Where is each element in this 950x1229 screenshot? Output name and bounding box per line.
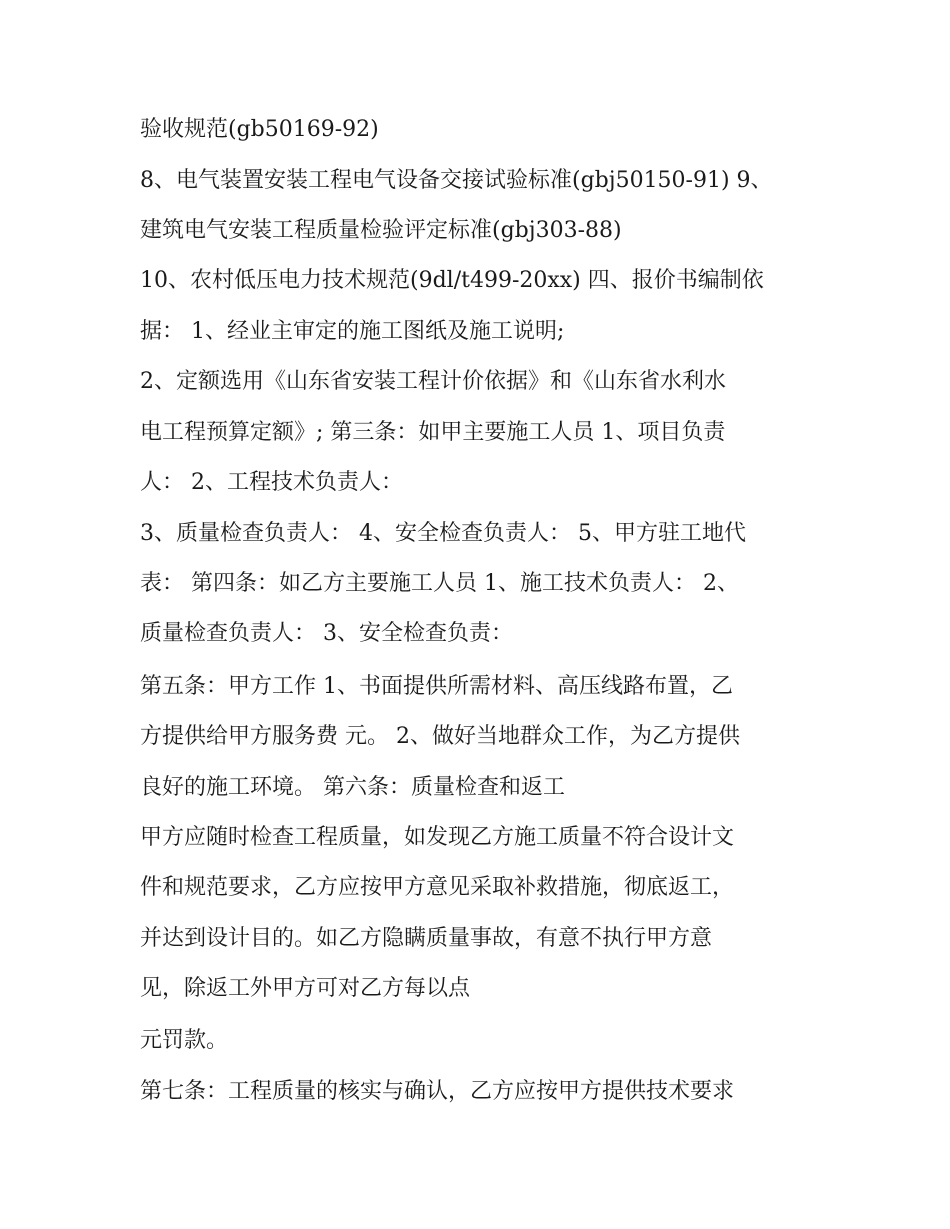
text-line: 甲方应随时检查工程质量，如发现乙方施工质量不符合设计文 xyxy=(140,825,735,850)
text-line: 并达到设计目的。如乙方隐瞒质量事故，有意不执行甲方意 xyxy=(140,926,713,951)
text-line: 3、质量检查负责人： 4、安全检查负责人： 5、甲方驻工地代 xyxy=(140,521,746,546)
text-line: 第五条：甲方工作 1、书面提供所需材料、高压线路布置，乙 xyxy=(140,674,733,699)
text-line: 件和规范要求，乙方应按甲方意见采取补救措施，彻底返工， xyxy=(140,875,735,900)
text-line: 8、电气装置安装工程电气设备交接试验标准(gbj50150-91) 9、 xyxy=(140,168,773,193)
text-line: 见，除返工外甲方可对乙方每以点 xyxy=(140,976,471,1001)
text-line: 10、农村低压电力技术规范(9dl/t499-20xx) 四、报价书编制依 xyxy=(140,268,764,293)
text-line: 建筑电气安装工程质量检验评定标准(gbj303-88) xyxy=(140,218,622,243)
text-line: 电工程预算定额》; 第三条：如甲主要施工人员 1、项目负责 xyxy=(140,420,726,445)
text-line: 良好的施工环境。 第六条：质量检查和返工 xyxy=(140,775,565,800)
text-line: 2、定额选用《山东省安装工程计价依据》和《山东省水利水 xyxy=(140,369,726,394)
text-line: 表： 第四条：如乙方主要施工人员 1、施工技术负责人： 2、 xyxy=(140,571,739,596)
text-line: 方提供给甲方服务费 元。 2、做好当地群众工作，为乙方提供 xyxy=(140,724,740,749)
text-line: 第七条：工程质量的核实与确认，乙方应按甲方提供技术要求 xyxy=(140,1079,735,1104)
text-line: 质量检查负责人： 3、安全检查负责： xyxy=(140,621,513,646)
text-line: 人： 2、工程技术负责人： xyxy=(140,470,403,495)
text-line: 验收规范(gb50169-92) xyxy=(140,117,379,142)
text-line: 元罚款。 xyxy=(140,1028,229,1053)
text-line: 据： 1、经业主审定的施工图纸及施工说明; xyxy=(140,319,565,344)
